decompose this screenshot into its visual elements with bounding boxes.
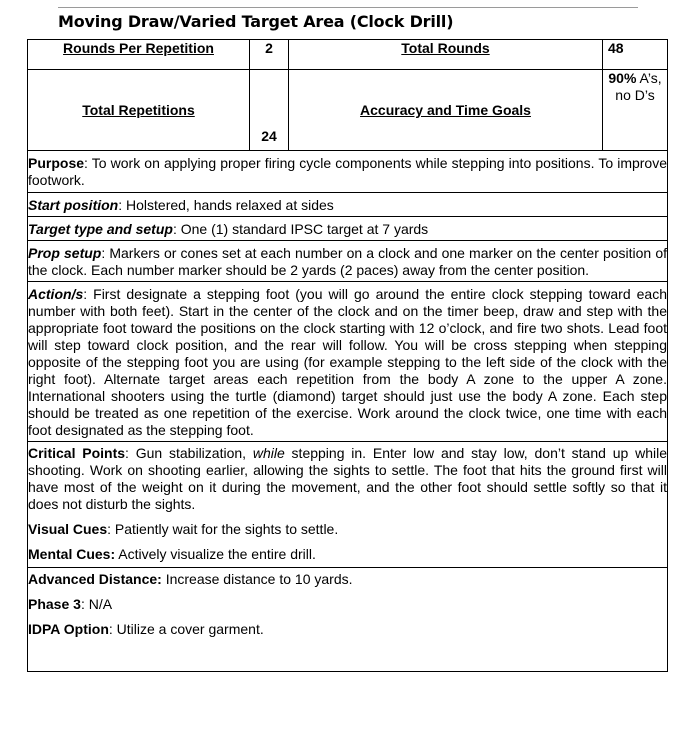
- purpose-section: [28, 155, 667, 189]
- purpose-row: [28, 151, 668, 193]
- summary-row-1: [28, 40, 668, 70]
- prop-setup-label: Prop setup: [28, 245, 102, 261]
- critical-points-text-a: : Gun stabilization,: [125, 445, 253, 461]
- purpose-label: Purpose: [28, 155, 85, 171]
- total-reps-value: 24: [250, 70, 289, 151]
- phase3-text: : N/A: [80, 596, 113, 612]
- goals-value-rest: A’s, no D’s: [615, 70, 662, 103]
- target-section: [28, 221, 667, 238]
- target-row: [28, 217, 668, 241]
- idpa-section: [28, 621, 667, 638]
- idpa-label: IDPA Option: [28, 621, 109, 637]
- critical-points-label: Critical Points: [28, 445, 126, 461]
- mental-cues-label: Mental Cues:: [28, 546, 116, 562]
- advanced-distance-text: Increase distance to 10 yards.: [161, 571, 353, 587]
- target-text: : One (1) standard IPSC target at 7 yards: [172, 221, 429, 237]
- goals-label: Accuracy and Time Goals: [289, 70, 603, 151]
- advanced-distance-section: [28, 571, 667, 588]
- options-row: [28, 568, 668, 672]
- prop-setup-text: : Markers or cones set at each number on a clock and one marker on the center position of the clock. Each number marker should be 2 yards (2 paces) away from the center position.: [28, 245, 668, 278]
- cues-row: [28, 442, 668, 568]
- prop-setup-section: [28, 245, 667, 279]
- start-position-row: [28, 193, 668, 217]
- total-rounds-label: Total Rounds: [289, 40, 603, 70]
- critical-points-text-b: stepping in. Enter low and stay low, don’t stand up while shooting. Work on shooting earlier, allowing the sights to settle. The foot that hits the ground first will have most of the weight on it during the movement, and the other foot should settle softly so that it does not disturb the sights.: [28, 445, 667, 512]
- actions-section: [28, 286, 667, 439]
- header-rule: [58, 7, 638, 8]
- prop-setup-row: [28, 241, 668, 282]
- phase3-label: Phase 3: [28, 596, 81, 612]
- purpose-text: : To work on applying proper firing cycle components while stepping into positions. To improve footwork.: [28, 155, 667, 188]
- target-label: Target type and setup: [28, 221, 173, 237]
- mental-cues-section: [28, 546, 667, 563]
- actions-text: : First designate a stepping foot (you will go around the entire clock stepping toward each number with both feet). Start in the center of the clock and on the timer beep, draw and step with the appropriate foot toward the positions on the clock starting with 12 o’clock, and fire two shots. Lead foot will step toward clock position, and the rear will follow. You will be cross stepping when stepping opposite of the stepping foot you are using (for example stepping to the left side of the clock with the right foot). Alternate target areas each repetition from the body A zone to the upper A zone. International shooters using the turtle (diamond) target should just use the body A zone. Each step should be treated as one repetition of the exercise. Work around the clock twice, one time with each foot designated as the stepping foot.: [28, 286, 667, 438]
- total-reps-label: Total Repetitions: [28, 70, 250, 151]
- phase3-section: [28, 596, 667, 613]
- goals-value-percent: 90%: [608, 70, 637, 86]
- drill-table: [27, 39, 668, 672]
- start-position-text: : Holstered, hands relaxed at sides: [118, 197, 334, 213]
- visual-cues-label: Visual Cues: [28, 521, 108, 537]
- goals-value: [603, 70, 668, 151]
- actions-label: Action/s: [28, 286, 84, 302]
- total-rounds-value: 48: [603, 40, 668, 70]
- visual-cues-section: [28, 521, 667, 538]
- mental-cues-text: Actively visualize the entire drill.: [115, 546, 316, 562]
- drill-title: Moving Draw/Varied Target Area (Clock Drill): [58, 12, 454, 31]
- actions-row: [28, 282, 668, 442]
- rounds-per-rep-label: Rounds Per Repetition: [28, 40, 250, 70]
- visual-cues-text: : Patiently wait for the sights to settle.: [107, 521, 339, 537]
- start-position-label: Start position: [28, 197, 119, 213]
- critical-points-section: [28, 445, 667, 513]
- idpa-text: : Utilize a cover garment.: [108, 621, 264, 637]
- critical-points-text-em: while: [252, 445, 285, 461]
- start-position-section: [28, 197, 667, 214]
- rounds-per-rep-value: 2: [250, 40, 289, 70]
- advanced-distance-label: Advanced Distance:: [28, 571, 162, 587]
- summary-row-2: [28, 70, 668, 151]
